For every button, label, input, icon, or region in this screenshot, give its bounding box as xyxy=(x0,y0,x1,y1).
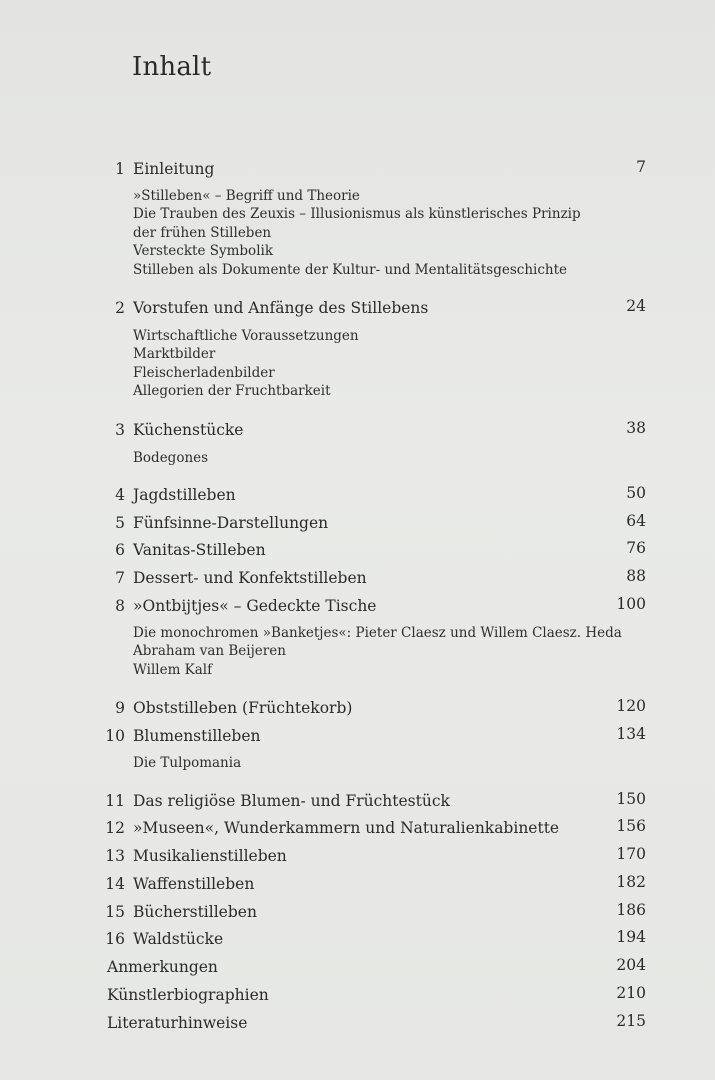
appendix-page: 204 xyxy=(616,956,646,974)
toc-chapter xyxy=(0,872,715,896)
toc-chapter xyxy=(0,594,715,618)
chapter-number: 6 xyxy=(115,541,125,559)
toc-subentry: Versteckte Symbolik xyxy=(133,243,274,259)
toc-chapter xyxy=(0,418,715,442)
toc-chapter xyxy=(0,483,715,507)
chapter-page: 76 xyxy=(626,539,646,557)
chapter-number: 3 xyxy=(115,421,125,439)
chapter-number: 9 xyxy=(115,699,125,717)
toc-appendix-entry xyxy=(0,983,715,1007)
chapter-page: 100 xyxy=(616,595,646,613)
chapter-title: Bücherstilleben xyxy=(133,903,257,921)
chapter-page: 64 xyxy=(626,512,646,530)
chapter-title: Einleitung xyxy=(133,160,215,178)
chapter-page: 120 xyxy=(616,697,646,715)
chapter-number: 5 xyxy=(115,514,125,532)
chapter-number: 14 xyxy=(105,875,125,893)
toc-appendix-entry xyxy=(0,1011,715,1035)
chapter-title: »Museen«, Wunderkammern und Naturalienkabinette xyxy=(133,819,560,837)
chapter-page: 194 xyxy=(616,928,646,946)
toc-subentry: Fleischerladenbilder xyxy=(133,365,275,381)
toc-chapter xyxy=(0,900,715,924)
toc-subentry: Abraham van Beijeren xyxy=(133,643,286,659)
chapter-number: 16 xyxy=(105,930,125,948)
chapter-number: 15 xyxy=(105,903,125,921)
toc-subentry: der frühen Stilleben xyxy=(133,225,272,241)
page-title: Inhalt xyxy=(132,52,212,82)
chapter-title: Waldstücke xyxy=(133,930,224,948)
chapter-number: 10 xyxy=(105,727,125,745)
chapter-number: 4 xyxy=(115,486,125,504)
chapter-page: 24 xyxy=(626,297,646,315)
toc-chapter xyxy=(0,789,715,813)
chapter-title: Das religiöse Blumen- und Früchtestück xyxy=(133,792,450,810)
chapter-title: Vanitas-Stilleben xyxy=(133,541,266,559)
toc-chapter xyxy=(0,157,715,181)
toc-subentry: Marktbilder xyxy=(133,346,216,362)
toc-subentry: Bodegones xyxy=(133,450,209,466)
toc-chapter xyxy=(0,816,715,840)
chapter-title: Blumenstilleben xyxy=(133,727,261,745)
chapter-number: 2 xyxy=(115,299,125,317)
toc-chapter xyxy=(0,696,715,720)
chapter-page: 170 xyxy=(616,845,646,863)
chapter-number: 11 xyxy=(105,792,125,810)
toc-chapter xyxy=(0,511,715,535)
chapter-title: Küchenstücke xyxy=(133,421,244,439)
chapter-page: 38 xyxy=(626,419,646,437)
appendix-page: 210 xyxy=(616,984,646,1002)
chapter-page: 7 xyxy=(636,158,646,176)
appendix-page: 215 xyxy=(616,1012,646,1030)
toc-subentry: Die Tulpomania xyxy=(133,755,242,771)
chapter-title: Obststilleben (Früchtekorb) xyxy=(133,699,353,717)
toc-chapter xyxy=(0,927,715,951)
chapter-number: 12 xyxy=(105,819,125,837)
chapter-page: 88 xyxy=(626,567,646,585)
toc-subentry: Willem Kalf xyxy=(133,662,213,678)
chapter-page: 186 xyxy=(616,901,646,919)
toc-chapter xyxy=(0,724,715,748)
toc-chapter xyxy=(0,538,715,562)
chapter-number: 1 xyxy=(115,160,125,178)
chapter-page: 134 xyxy=(616,725,646,743)
appendix-title: Literaturhinweise xyxy=(107,1014,248,1032)
chapter-page: 50 xyxy=(626,484,646,502)
chapter-title: Dessert- und Konfektstilleben xyxy=(133,569,367,587)
chapter-title: Fünfsinne-Darstellungen xyxy=(133,514,329,532)
chapter-number: 8 xyxy=(115,597,125,615)
chapter-title: Musikalienstilleben xyxy=(133,847,287,865)
toc-subentry: Stilleben als Dokumente der Kultur- und Mentalitätsgeschichte xyxy=(133,262,568,278)
toc-chapter xyxy=(0,296,715,320)
toc-appendix-entry xyxy=(0,955,715,979)
appendix-title: Anmerkungen xyxy=(107,958,218,976)
chapter-page: 182 xyxy=(616,873,646,891)
toc-chapter xyxy=(0,566,715,590)
chapter-title: Jagdstilleben xyxy=(133,486,236,504)
chapter-number: 7 xyxy=(115,569,125,587)
chapter-title: Vorstufen und Anfänge des Stillebens xyxy=(133,299,429,317)
chapter-title: »Ontbijtjes« – Gedeckte Tische xyxy=(133,597,377,615)
toc-subentry: Die monochromen »Banketjes«: Pieter Claesz und Willem Claesz. Heda xyxy=(133,625,622,641)
appendix-title: Künstlerbiographien xyxy=(107,986,269,1004)
chapter-title: Waffenstilleben xyxy=(133,875,255,893)
toc-subentry: Allegorien der Fruchtbarkeit xyxy=(133,383,331,399)
toc-subentry: »Stilleben« – Begriff und Theorie xyxy=(133,188,360,204)
toc-chapter xyxy=(0,844,715,868)
toc-subentry: Wirtschaftliche Voraussetzungen xyxy=(133,328,359,344)
toc-subentry: Die Trauben des Zeuxis – Illusionismus als künstlerisches Prinzip xyxy=(133,206,581,222)
chapter-page: 150 xyxy=(616,790,646,808)
chapter-page: 156 xyxy=(616,817,646,835)
chapter-number: 13 xyxy=(105,847,125,865)
